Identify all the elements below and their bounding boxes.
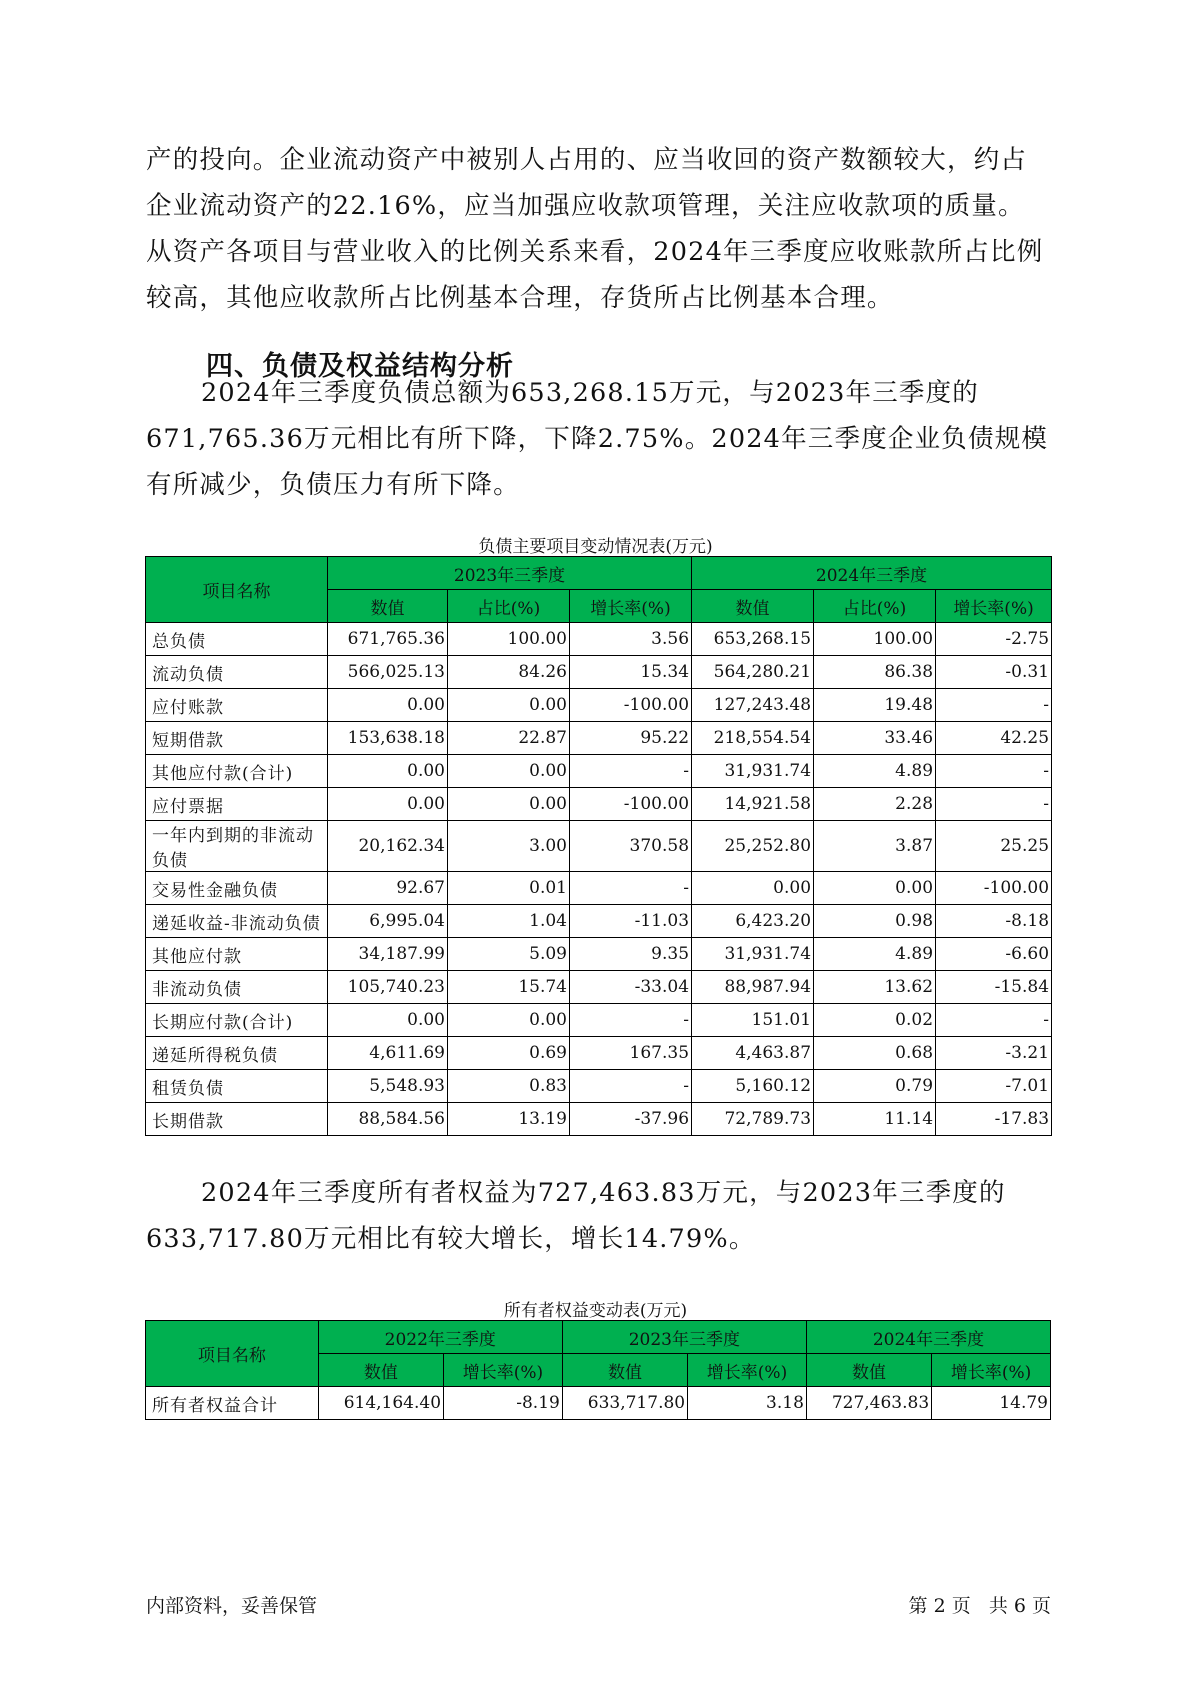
row-item-name: 租赁负债 xyxy=(146,1070,328,1103)
row-value: - xyxy=(936,755,1052,788)
period-header: 2024年三季度 xyxy=(806,1321,1050,1354)
row-value: 0.79 xyxy=(814,1070,936,1103)
row-value: 86.38 xyxy=(814,656,936,689)
row-value: 0.00 xyxy=(328,1004,448,1037)
row-value: -17.83 xyxy=(936,1103,1052,1136)
table-row xyxy=(146,821,1052,872)
row-value: 25,252.80 xyxy=(692,821,814,872)
sub-header: 增长率(%) xyxy=(444,1354,563,1387)
row-item-name: 应付账款 xyxy=(146,689,328,722)
period-header: 2023年三季度 xyxy=(562,1321,806,1354)
section-heading: 四、负债及权益结构分析 xyxy=(206,351,514,382)
row-value: 671,765.36 xyxy=(328,623,448,656)
row-value: 0.00 xyxy=(328,689,448,722)
row-value: 4,611.69 xyxy=(328,1037,448,1070)
table-row xyxy=(146,1387,1051,1420)
table-row xyxy=(146,623,1052,656)
table-row xyxy=(146,1103,1052,1136)
row-value: 33.46 xyxy=(814,722,936,755)
row-value: -100.00 xyxy=(936,872,1052,905)
row-value: 127,243.48 xyxy=(692,689,814,722)
row-value: 0.68 xyxy=(814,1037,936,1070)
row-value: 3.18 xyxy=(688,1387,807,1420)
equity-table xyxy=(145,1320,1051,1420)
row-value: 11.14 xyxy=(814,1103,936,1136)
sub-header: 数值 xyxy=(806,1354,931,1387)
row-value: 100.00 xyxy=(448,623,570,656)
row-value: 0.98 xyxy=(814,905,936,938)
row-value: -100.00 xyxy=(570,788,692,821)
table-row xyxy=(146,788,1052,821)
row-value: 100.00 xyxy=(814,623,936,656)
row-value: - xyxy=(570,872,692,905)
row-value: 0.00 xyxy=(328,788,448,821)
row-value: 6,995.04 xyxy=(328,905,448,938)
row-value: 19.48 xyxy=(814,689,936,722)
row-value: 14.79 xyxy=(932,1387,1051,1420)
row-value: 88,987.94 xyxy=(692,971,814,1004)
period-header: 2022年三季度 xyxy=(318,1321,562,1354)
row-value: 92.67 xyxy=(328,872,448,905)
row-value: 88,584.56 xyxy=(328,1103,448,1136)
row-value: 31,931.74 xyxy=(692,755,814,788)
row-value: 3.56 xyxy=(570,623,692,656)
row-item-name: 所有者权益合计 xyxy=(146,1387,319,1420)
row-value: 566,025.13 xyxy=(328,656,448,689)
item-name-header: 项目名称 xyxy=(146,557,328,623)
row-value: -8.18 xyxy=(936,905,1052,938)
row-value: 105,740.23 xyxy=(328,971,448,1004)
item-name-header: 项目名称 xyxy=(146,1321,319,1387)
row-value: 167.35 xyxy=(570,1037,692,1070)
row-value: - xyxy=(936,788,1052,821)
row-value: 0.00 xyxy=(448,755,570,788)
row-value: 13.62 xyxy=(814,971,936,1004)
sub-header: 增长率(%) xyxy=(570,590,692,623)
footer-confidential-note: 内部资料，妥善保管 xyxy=(146,1595,318,1617)
sub-header: 占比(%) xyxy=(814,590,936,623)
row-value: 2.28 xyxy=(814,788,936,821)
liability-paragraph: 2024年三季度负债总额为653,268.15万元，与2023年三季度的671,765.36万元相比有所下降，下降2.75%。2024年三季度企业负债规模有所减少，负债压力有所下降。 xyxy=(146,378,1049,500)
row-value: 20,162.34 xyxy=(328,821,448,872)
row-value: 5,160.12 xyxy=(692,1070,814,1103)
row-item-name: 短期借款 xyxy=(146,722,328,755)
row-value: 0.01 xyxy=(448,872,570,905)
table-row xyxy=(146,1004,1052,1037)
sub-header: 数值 xyxy=(562,1354,687,1387)
row-item-name: 交易性金融负债 xyxy=(146,872,328,905)
sub-header: 增长率(%) xyxy=(932,1354,1051,1387)
row-value: 13.19 xyxy=(448,1103,570,1136)
row-value: 3.00 xyxy=(448,821,570,872)
liability-table-caption: 负债主要项目变动情况表(万元) xyxy=(478,537,713,557)
row-value: 633,717.80 xyxy=(562,1387,687,1420)
row-value: 25.25 xyxy=(936,821,1052,872)
row-value: -100.00 xyxy=(570,689,692,722)
row-value: 564,280.21 xyxy=(692,656,814,689)
row-value: 15.74 xyxy=(448,971,570,1004)
row-value: 0.83 xyxy=(448,1070,570,1103)
row-value: - xyxy=(936,689,1052,722)
row-item-name: 应付票据 xyxy=(146,788,328,821)
equity-paragraph: 2024年三季度所有者权益为727,463.83万元，与2023年三季度的633,717.80万元相比有较大增长，增长14.79%。 xyxy=(146,1178,1006,1254)
table-row xyxy=(146,689,1052,722)
row-item-name: 长期应付款(合计) xyxy=(146,1004,328,1037)
row-value: 727,463.83 xyxy=(806,1387,931,1420)
period-header: 2023年三季度 xyxy=(328,557,692,590)
row-value: - xyxy=(570,1004,692,1037)
table-row xyxy=(146,722,1052,755)
row-value: 9.35 xyxy=(570,938,692,971)
row-value: -7.01 xyxy=(936,1070,1052,1103)
row-value: - xyxy=(570,755,692,788)
row-item-name: 长期借款 xyxy=(146,1103,328,1136)
row-value: -0.31 xyxy=(936,656,1052,689)
sub-header: 占比(%) xyxy=(448,590,570,623)
row-value: 614,164.40 xyxy=(318,1387,443,1420)
row-value: - xyxy=(936,1004,1052,1037)
sub-header: 增长率(%) xyxy=(936,590,1052,623)
row-value: 153,638.18 xyxy=(328,722,448,755)
row-value: -6.60 xyxy=(936,938,1052,971)
row-value: -15.84 xyxy=(936,971,1052,1004)
row-item-name: 一年内到期的非流动负债 xyxy=(146,821,328,872)
row-value: 84.26 xyxy=(448,656,570,689)
row-value: 5.09 xyxy=(448,938,570,971)
row-value: 31,931.74 xyxy=(692,938,814,971)
row-item-name: 非流动负债 xyxy=(146,971,328,1004)
row-value: 370.58 xyxy=(570,821,692,872)
row-value: 72,789.73 xyxy=(692,1103,814,1136)
row-value: 218,554.54 xyxy=(692,722,814,755)
row-value: -11.03 xyxy=(570,905,692,938)
row-value: 3.87 xyxy=(814,821,936,872)
row-value: 95.22 xyxy=(570,722,692,755)
row-value: 0.02 xyxy=(814,1004,936,1037)
row-value: 4.89 xyxy=(814,755,936,788)
row-value: 0.00 xyxy=(448,1004,570,1037)
row-item-name: 总负债 xyxy=(146,623,328,656)
row-item-name: 其他应付款(合计) xyxy=(146,755,328,788)
equity-table-caption: 所有者权益变动表(万元) xyxy=(503,1301,688,1321)
table-row xyxy=(146,1037,1052,1070)
table-row xyxy=(146,1070,1052,1103)
row-value: 653,268.15 xyxy=(692,623,814,656)
row-value: 0.69 xyxy=(448,1037,570,1070)
row-value: - xyxy=(570,1070,692,1103)
row-value: -2.75 xyxy=(936,623,1052,656)
row-value: 14,921.58 xyxy=(692,788,814,821)
row-value: -37.96 xyxy=(570,1103,692,1136)
table-row xyxy=(146,971,1052,1004)
row-value: 6,423.20 xyxy=(692,905,814,938)
table-row xyxy=(146,905,1052,938)
row-value: 0.00 xyxy=(692,872,814,905)
sub-header: 数值 xyxy=(328,590,448,623)
row-item-name: 流动负债 xyxy=(146,656,328,689)
row-item-name: 其他应付款 xyxy=(146,938,328,971)
row-value: 0.00 xyxy=(448,689,570,722)
row-value: 0.00 xyxy=(448,788,570,821)
row-value: 15.34 xyxy=(570,656,692,689)
intro-paragraph: 产的投向。企业流动资产中被别人占用的、应当收回的资产数额较大，约占企业流动资产的22.16%，应当加强应收款项管理，关注应收款项的质量。从资产各项目与营业收入的比例关系来看，2024年三季度应收账款所占比例较高，其他应收款所占比例基本合理，存货所占比例基本合理。 xyxy=(146,145,1044,313)
row-value: 0.00 xyxy=(328,755,448,788)
row-value: -8.19 xyxy=(444,1387,563,1420)
table-row xyxy=(146,755,1052,788)
row-item-name: 递延所得税负债 xyxy=(146,1037,328,1070)
row-value: 34,187.99 xyxy=(328,938,448,971)
row-value: 4,463.87 xyxy=(692,1037,814,1070)
footer-page-number: 第 2 页 共 6 页 xyxy=(908,1595,1051,1617)
row-value: -33.04 xyxy=(570,971,692,1004)
row-value: 5,548.93 xyxy=(328,1070,448,1103)
row-value: 151.01 xyxy=(692,1004,814,1037)
sub-header: 数值 xyxy=(692,590,814,623)
table-row xyxy=(146,872,1052,905)
row-value: 4.89 xyxy=(814,938,936,971)
liability-table xyxy=(145,556,1052,1136)
row-value: -3.21 xyxy=(936,1037,1052,1070)
sub-header: 增长率(%) xyxy=(688,1354,807,1387)
period-header: 2024年三季度 xyxy=(692,557,1052,590)
table-row xyxy=(146,656,1052,689)
sub-header: 数值 xyxy=(318,1354,443,1387)
row-value: 22.87 xyxy=(448,722,570,755)
row-value: 1.04 xyxy=(448,905,570,938)
row-item-name: 递延收益-非流动负债 xyxy=(146,905,328,938)
table-row xyxy=(146,938,1052,971)
row-value: 42.25 xyxy=(936,722,1052,755)
row-value: 0.00 xyxy=(814,872,936,905)
